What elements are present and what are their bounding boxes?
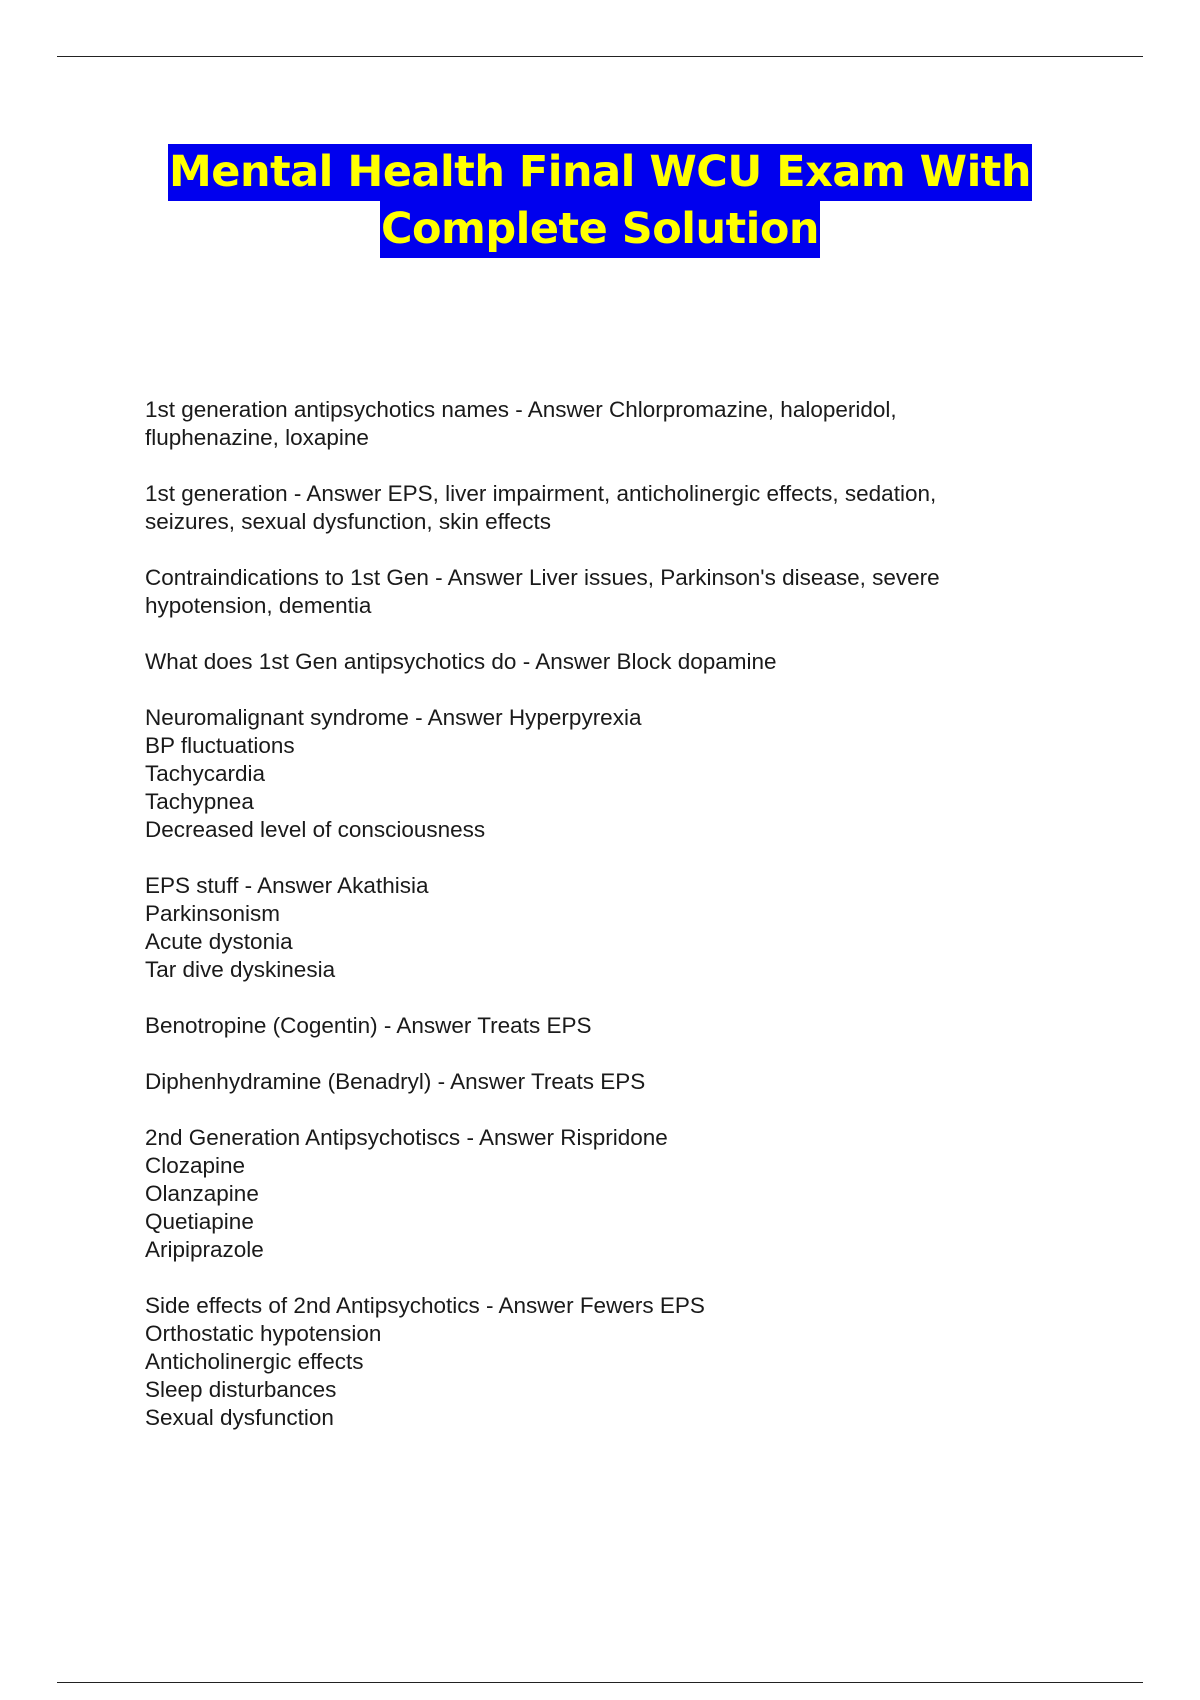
qa-line: Neuromalignant syndrome - Answer Hyperpyrexia [145,705,642,730]
qa-line: BP fluctuations [145,733,295,758]
qa-entry-2nd-gen [145,1124,1050,1264]
qa-list [145,396,1050,1460]
qa-line: seizures, sexual dysfunction, skin effects [145,509,552,534]
qa-line: Orthostatic hypotension [145,1321,382,1346]
qa-line: Acute dystonia [145,929,293,954]
qa-line: What does 1st Gen antipsychotics do - Answer Block dopamine [145,649,777,674]
qa-line: Contraindications to 1st Gen - Answer Liver issues, Parkinson's disease, severe [145,565,940,590]
qa-line: Decreased level of consciousness [145,817,486,842]
qa-line: Clozapine [145,1153,246,1178]
qa-entry-diphenhydramine [145,1068,1050,1096]
qa-line: 1st generation - Answer EPS, liver impairment, anticholinergic effects, sedation, [145,481,937,506]
qa-entry-1st-gen-effects [145,480,1050,536]
title-line-2: Complete Solution [380,201,820,258]
qa-entry-contraindications [145,564,1050,620]
qa-line: 2nd Generation Antipsychotiscs - Answer Rispridone [145,1125,668,1150]
footer-rule [57,1682,1143,1683]
qa-line: Olanzapine [145,1181,259,1206]
qa-line: 1st generation antipsychotics names - Answer Chlorpromazine, haloperidol, [145,397,897,422]
qa-line: Tachypnea [145,789,254,814]
qa-entry-eps [145,872,1050,984]
qa-entry-neuromalignant [145,704,1050,844]
qa-line: Parkinsonism [145,901,281,926]
document-title [0,144,1200,258]
header-rule [57,56,1143,57]
qa-line: Tar dive dyskinesia [145,957,336,982]
qa-entry-1st-gen-names [145,396,1050,452]
qa-entry-mechanism [145,648,1050,676]
qa-line: Diphenhydramine (Benadryl) - Answer Treats EPS [145,1069,646,1094]
qa-line: Sexual dysfunction [145,1405,334,1430]
qa-line: Aripiprazole [145,1237,264,1262]
qa-line: fluphenazine, loxapine [145,425,369,450]
qa-line: Tachycardia [145,761,266,786]
qa-entry-benztropine [145,1012,1050,1040]
title-line-1: Mental Health Final WCU Exam With [168,144,1032,201]
qa-line: Anticholinergic effects [145,1349,364,1374]
qa-line: hypotension, dementia [145,593,372,618]
qa-line: EPS stuff - Answer Akathisia [145,873,429,898]
qa-line: Side effects of 2nd Antipsychotics - Answer Fewers EPS [145,1293,705,1318]
qa-line: Sleep disturbances [145,1377,337,1402]
qa-line: Quetiapine [145,1209,254,1234]
qa-entry-2nd-gen-side-effects [145,1292,1050,1432]
qa-line: Benotropine (Cogentin) - Answer Treats EPS [145,1013,592,1038]
